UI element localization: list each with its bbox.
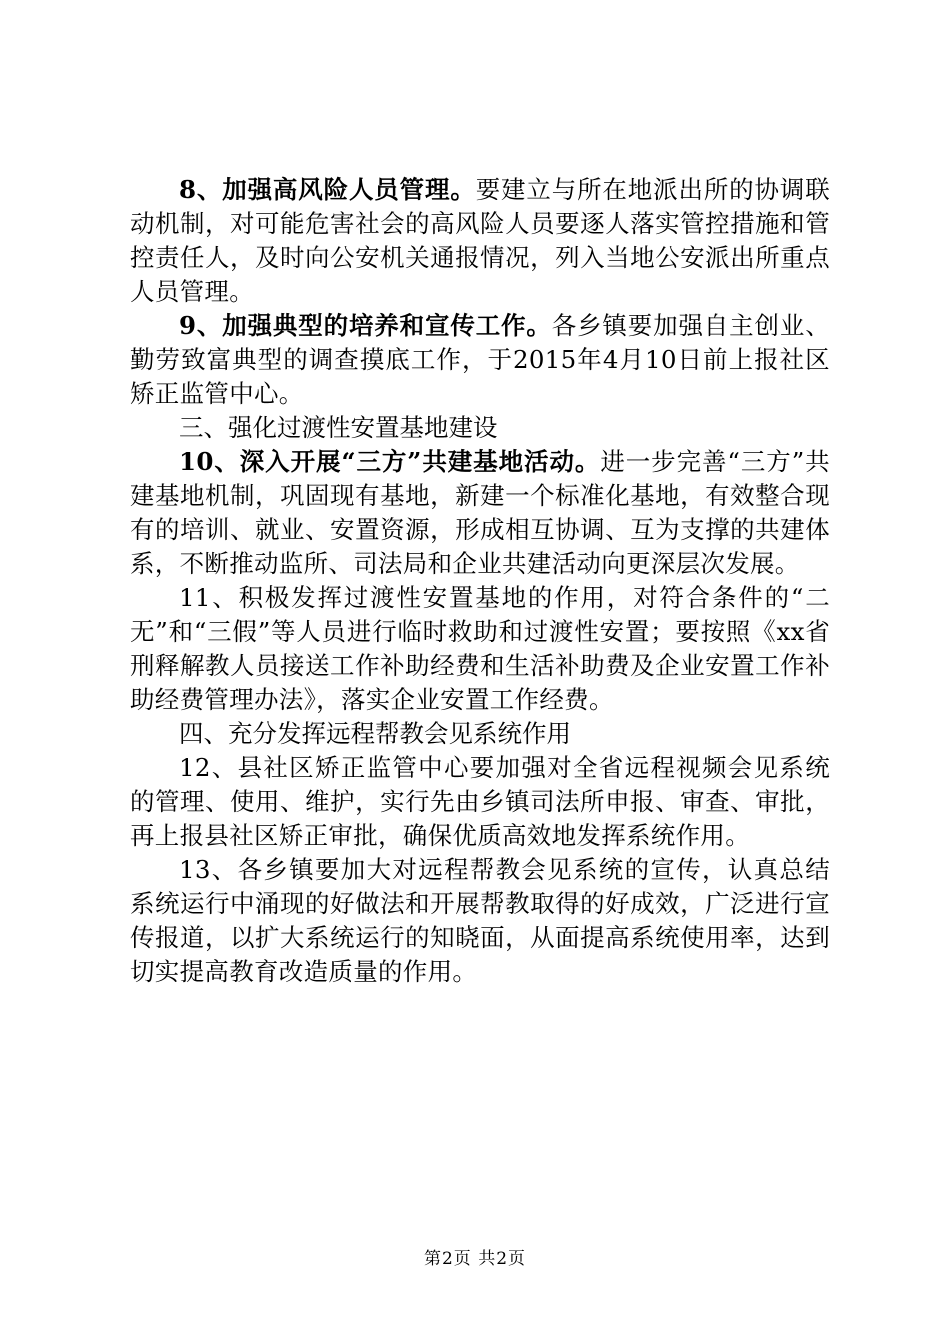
document-body — [130, 173, 830, 989]
paragraph-12: 12、县社区矫正监管中心要加强对全省远程视频会见系统的管理、使用、维护，实行先由乡镇司法所申报、审查、审批，再上报县社区矫正审批，确保优质高效地发挥系统作用。 — [130, 753, 830, 850]
paragraph-10 — [130, 445, 830, 581]
paragraph-lead: 8、加强高风险人员管理。 — [179, 175, 476, 204]
paragraph-13: 13、各乡镇要加大对远程帮教会见系统的宣传，认真总结系统运行中涌现的好做法和开展帮教取得的好成效，广泛进行宣传报道，以扩大系统运行的知晓面，从面提高系统使用率，达到切实提高教育改造质量的作用。 — [130, 855, 830, 986]
paragraph-lead: 10、深入开展“三方”共建基地活动。 — [179, 447, 601, 476]
paragraph-text: 要建立与所在地派出所的协调联动机制，对可能危害社会的高风险人员要逐人落实管控措施和管控责任人，及时向公安机关通报情况，列入当地公安派出所重点人员管理。 — [130, 175, 830, 306]
section-heading-4: 四、充分发挥远程帮教会见系统作用 — [179, 719, 571, 748]
section-heading-3: 三、强化过渡性安置基地建设 — [179, 413, 498, 442]
paragraph-11: 11、积极发挥过渡性安置基地的作用，对符合条件的“二无”和“三假”等人员进行临时救助和过渡性安置；要按照《xx省刑释解教人员接送工作补助经费和生活补助费及企业安置工作补助经费管理办法》，落实企业安置工作经费。 — [130, 583, 830, 714]
paragraph-9 — [130, 309, 830, 411]
paragraph-8 — [130, 173, 830, 309]
paragraph-text: 进一步完善“三方”共建基地机制，巩固现有基地，新建一个标准化基地，有效整合现有的培训、就业、安置资源，形成相互协调、互为支撑的共建体系，不断推动监所、司法局和企业共建活动向更深层次发展。 — [130, 447, 830, 578]
paragraph-text: 各乡镇要加强自主创业、勤劳致富典型的调查摸底工作，于2015年4月10日前上报社区矫正监管中心。 — [130, 311, 830, 408]
paragraph-lead: 9、加强典型的培养和宣传工作。 — [179, 311, 552, 340]
page-footer: 第2页 共2页 — [423, 1249, 527, 1269]
